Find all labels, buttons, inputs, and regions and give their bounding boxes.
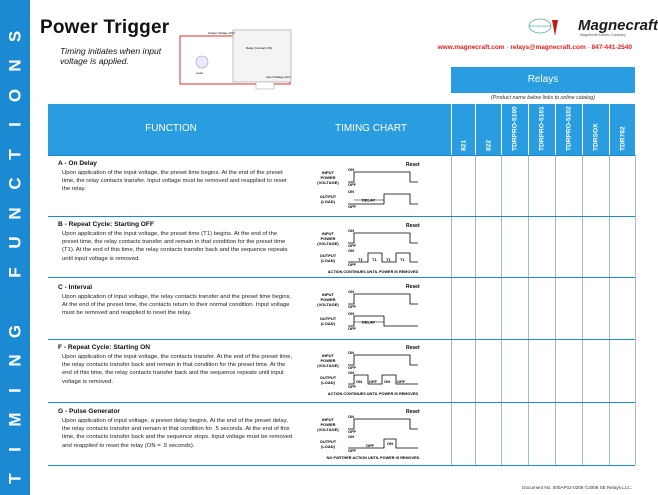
sidebar-letter: N <box>5 206 25 220</box>
svg-text:ON: ON <box>348 167 354 172</box>
circuit-relay-label: Relay (Contact ON) <box>246 46 273 50</box>
website-link[interactable]: www.magnecraft.com <box>437 44 505 51</box>
relays-header: Relays <box>451 67 635 93</box>
svg-text:Reset: Reset <box>406 409 420 415</box>
chart-g-note: NO FURTHER ACTION UNTIL POWER IS REMOVED <box>326 456 420 460</box>
svg-text:(LOAD): (LOAD) <box>321 199 335 204</box>
timing-chart-g <box>298 406 448 462</box>
svg-text:(VOLTAGE): (VOLTAGE) <box>317 363 339 368</box>
svg-text:POWER: POWER <box>320 175 336 180</box>
document-footer: Document No. 500AP02-0208 ©2008 SE Relays LLC. <box>522 485 632 490</box>
svg-text:ON: ON <box>348 414 354 419</box>
power-trigger-circuit-diagram <box>178 24 298 96</box>
timing-chart-a <box>298 159 448 215</box>
relay-col-tdrpro-5102[interactable]: TDRPRO-5102 <box>555 104 582 155</box>
svg-text:OFF: OFF <box>348 384 356 389</box>
svg-text:ON: ON <box>348 370 354 375</box>
sidebar-letter: T <box>5 148 25 160</box>
svg-text:(VOLTAGE): (VOLTAGE) <box>317 427 339 432</box>
circuit-output-label: Output Voltage (DC) <box>208 31 236 35</box>
svg-text:ON: ON <box>387 441 393 446</box>
svg-text:OFF: OFF <box>369 379 377 384</box>
relays-note: (Product name below links to online catalog) <box>491 95 595 101</box>
phone-number: 847-441-2540 <box>591 44 632 51</box>
sidebar-letter: O <box>5 88 25 102</box>
sidebar-letter: I <box>5 446 25 452</box>
sidebar-letter: F <box>5 266 25 278</box>
sidebar-letter: I <box>5 122 25 127</box>
section-a-description: Upon application of the input voltage, the preset time begins. At the end of the preset time, the relay contacts transfer. Input voltage must be removed and reapplied to reset the relay. <box>62 170 287 193</box>
svg-text:T1: T1 <box>400 257 405 262</box>
svg-text:OFF: OFF <box>348 365 356 370</box>
timing-chart-column-header: TIMING CHART <box>334 123 408 134</box>
svg-text:OUTPUT: OUTPUT <box>319 316 337 321</box>
circuit-load-label: Load <box>196 71 203 75</box>
svg-text:ON: ON <box>348 434 354 439</box>
timing-chart-c <box>298 281 448 337</box>
svg-text:(VOLTAGE): (VOLTAGE) <box>317 180 339 185</box>
svg-text:ON: ON <box>356 379 362 384</box>
section-c-title: C - Interval <box>58 284 93 291</box>
svg-text:DELAY: DELAY <box>362 319 376 325</box>
relay-col-tdr782[interactable]: TDR782 <box>609 104 635 155</box>
svg-text:POWER: POWER <box>320 236 336 241</box>
svg-text:Schneider Electric: Schneider Electric <box>528 24 552 28</box>
relay-columns <box>451 104 635 155</box>
svg-text:OFF: OFF <box>397 379 405 384</box>
relay-col-tdrpro-5100[interactable]: TDRPRO-5100 <box>501 104 528 155</box>
svg-text:OFF: OFF <box>348 243 356 248</box>
svg-text:(LOAD): (LOAD) <box>321 444 335 449</box>
section-b-description: Upon application of the input voltage, the preset time (T1) begins. At the end of the preset time, the relay contacts transfer and remain in that condition for the preset time (T1). At the end of this time, the relay contacts transfer back and the sequence repeats until input voltage is removed. <box>62 231 288 262</box>
svg-text:(VOLTAGE): (VOLTAGE) <box>317 302 339 307</box>
row-divider <box>48 277 635 278</box>
svg-text:ON: ON <box>348 189 354 194</box>
section-f-description: Upon application of the input voltage, the contacts transfer. At the end of the preset time, the relay contacts transfer back and remain in that condition for the preset time. At the end of this time, the relay contacts transfer back and the sequence repeats until input voltage is removed. <box>62 354 293 385</box>
grid-line <box>609 155 610 465</box>
svg-text:OUTPUT: OUTPUT <box>319 439 337 444</box>
sidebar-letter: T <box>5 473 25 484</box>
svg-text:OUTPUT: OUTPUT <box>319 253 337 258</box>
svg-text:POWER: POWER <box>320 358 336 363</box>
grid-line <box>582 155 583 465</box>
timing-chart-b <box>298 220 448 276</box>
svg-text:OUTPUT: OUTPUT <box>319 375 337 380</box>
sidebar-letter: N <box>5 354 25 367</box>
svg-text:OUTPUT: OUTPUT <box>319 194 337 199</box>
svg-text:Reset: Reset <box>406 284 420 290</box>
svg-text:INPUT: INPUT <box>322 292 334 297</box>
row-divider <box>48 465 635 466</box>
sidebar-letter: S <box>5 30 25 42</box>
timing-chart-f <box>298 342 448 398</box>
svg-text:ON: ON <box>348 311 354 316</box>
sidebar-letter: G <box>5 324 25 338</box>
grid-line <box>475 155 476 465</box>
row-divider <box>48 216 635 217</box>
svg-text:(LOAD): (LOAD) <box>321 321 335 326</box>
svg-text:POWER: POWER <box>320 422 336 427</box>
svg-text:OFF: OFF <box>348 429 356 434</box>
sidebar-letter: M <box>5 412 25 427</box>
svg-text:ON: ON <box>348 289 354 294</box>
svg-text:(LOAD): (LOAD) <box>321 258 335 263</box>
svg-text:OFF: OFF <box>348 326 356 331</box>
page-subtitle: Timing initiates when input voltage is applied. <box>60 46 162 66</box>
section-g-title: G - Pulse Generator <box>58 408 120 415</box>
svg-text:ON: ON <box>348 248 354 253</box>
svg-text:OFF: OFF <box>348 204 356 209</box>
svg-text:INPUT: INPUT <box>322 231 334 236</box>
svg-text:T1: T1 <box>386 257 391 262</box>
row-divider <box>48 339 635 340</box>
row-divider <box>48 155 635 156</box>
svg-text:INPUT: INPUT <box>322 417 334 422</box>
svg-text:ON: ON <box>348 228 354 233</box>
section-g-description: Upon application of input voltage, a preset delay begins. At the end of the preset delay, the relay contacts transfer and remain in that condition for .5 seconds. At the end of this time, the contacts transfer back and the sequence stops. Input voltage must be removed and reapplied to reset the relay (ON = .5 seconds). <box>62 418 293 449</box>
svg-text:Reset: Reset <box>406 345 420 351</box>
email-link[interactable]: relays@magnecraft.com <box>510 44 586 51</box>
reset-label: Reset <box>406 162 420 168</box>
grid-line <box>635 155 636 465</box>
svg-text:Reset: Reset <box>406 223 420 229</box>
brand-logo[interactable]: Magnecraft <box>578 17 658 34</box>
chart-b-note: ACTION CONTINUES UNTIL POWER IS REMOVED <box>327 270 419 274</box>
brand-tagline: Magnecraft Electric Company <box>580 33 626 37</box>
grid-line <box>501 155 502 465</box>
svg-text:(LOAD): (LOAD) <box>321 380 335 385</box>
function-column-header: FUNCTION <box>145 123 197 134</box>
contact-line: www.magnecraft.com · relays@magnecraft.com · 847-441-2540 <box>437 44 632 51</box>
svg-text:OFF: OFF <box>348 262 356 267</box>
svg-text:(VOLTAGE): (VOLTAGE) <box>317 241 339 246</box>
svg-text:INPUT: INPUT <box>322 353 334 358</box>
svg-text:T1: T1 <box>372 257 377 262</box>
svg-text:INPUT: INPUT <box>322 170 334 175</box>
svg-text:OFF: OFF <box>366 443 374 448</box>
grid-line <box>555 155 556 465</box>
sidebar-letter: C <box>5 177 25 190</box>
relay-col-tdrpro-5101[interactable]: TDRPRO-5101 <box>528 104 555 155</box>
page-title: Power Trigger <box>40 17 170 38</box>
svg-text:T1: T1 <box>358 257 363 262</box>
sidebar-banner <box>0 0 30 495</box>
row-divider <box>48 402 635 403</box>
grid-line <box>528 155 529 465</box>
section-b-title: B - Repeat Cycle: Starting OFF <box>58 221 154 228</box>
relay-col-821[interactable]: 821 <box>451 104 475 155</box>
relay-col-tdrsox[interactable]: TDRSOX <box>582 104 609 155</box>
svg-text:OFF: OFF <box>348 182 356 187</box>
chart-f-note: ACTION CONTINUES UNTIL POWER IS REMOVED <box>327 392 419 396</box>
svg-text:POWER: POWER <box>320 297 336 302</box>
section-c-description: Upon application of input voltage, the relay contacts transfer and the preset time begins. At the end of the preset time, the contacts return to their normal condition. Input voltage must be removed and reapplied to reset the relay. <box>62 294 292 317</box>
svg-text:ON: ON <box>348 350 354 355</box>
sidebar-letter: U <box>5 236 25 249</box>
section-f-title: F - Repeat Cycle: Starting ON <box>58 344 150 351</box>
sidebar-letter: I <box>5 387 25 393</box>
relay-col-822[interactable]: 822 <box>475 104 501 155</box>
sidebar-letter: N <box>5 59 25 72</box>
circuit-input-label: Input Voltage (AC) <box>266 75 291 79</box>
svg-text:OFF: OFF <box>348 448 356 453</box>
section-a-title: A - On Delay <box>58 160 97 167</box>
grid-line <box>451 155 452 465</box>
svg-text:DELAY: DELAY <box>362 197 376 203</box>
svg-text:OFF: OFF <box>348 304 356 309</box>
svg-text:ON: ON <box>384 379 390 384</box>
